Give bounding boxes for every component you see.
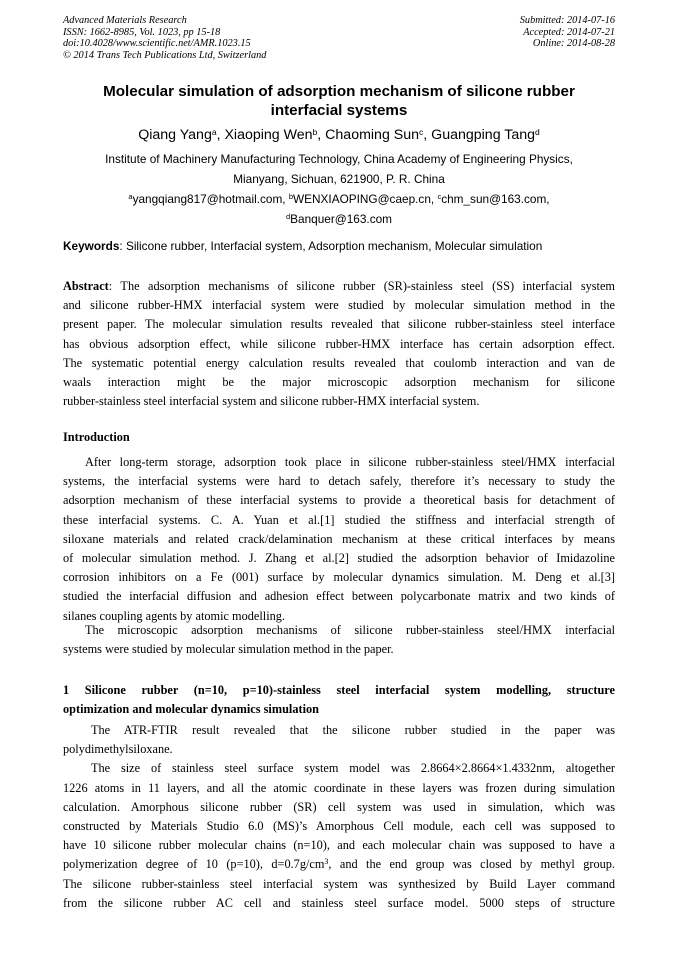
abstract (63, 277, 615, 411)
title-line: Molecular simulation of adsorption mechanism of silicone rubber (103, 83, 575, 100)
journal-name: Advanced Materials Research (63, 15, 187, 26)
abstract-line: present paper. The molecular simulation results revealed that silicone rubber-stainless steel interface (63, 317, 615, 332)
email-link: WENXIAOPING@caep.cn (293, 192, 431, 206)
density-text: polymerization degree of 10 (p=10), d=0.7g/cm (63, 857, 325, 872)
author-mark: b (312, 127, 318, 137)
email-link: chm_sun@163.com (441, 192, 547, 206)
author-name: Chaoming Sun (325, 127, 420, 143)
paragraph-line: these interfacial systems. C. A. Yuan et al.[1] studied the stiffness and interfacial strength of (63, 512, 615, 527)
author-mark: d (535, 127, 540, 137)
journal-doi: doi:10.4028/www.scientific.net/AMR.1023.15 (63, 38, 251, 50)
paragraph-line: adsorption mechanism of these interfacial systems to provide a theoretical basis for detachment of (63, 493, 615, 508)
author-mark: c (419, 127, 424, 137)
abstract-line: waals interaction might be the major microscopic adsorption mechanism for silicone (63, 375, 615, 390)
author-separator: , (423, 127, 432, 143)
abstract-line: and silicone rubber-HMX interfacial system were studied by molecular simulation method in the (63, 298, 615, 313)
submission-dates (520, 15, 615, 50)
paragraph-line: systems were studied by molecular simulation method in the paper. (63, 642, 394, 657)
paragraph-line: After long-term storage, adsorption took place in silicone rubber-stainless steel/HMX interfacial (85, 455, 615, 469)
paragraph-line: 1226 atoms in 11 layers, and all the atomic coordinate in these layers was frozen during simulation (63, 780, 615, 795)
abstract-line: rubber-stainless steel interfacial system and silicone rubber-HMX interfacial system. (63, 394, 480, 409)
heading-line: optimization and molecular dynamics simulation (63, 702, 319, 716)
density-exponent: 3 (324, 857, 329, 867)
paragraph-line: The silicone rubber-stainless steel interfacial system was synthesized by Build Layer command (63, 876, 615, 891)
paragraph-line: The size of stainless steel surface system model was 2.8664×2.8664×1.4332nm, altogether (91, 761, 615, 776)
online-date: Online: 2014-08-28 (532, 38, 615, 50)
title-line: interfacial systems (270, 102, 408, 119)
paragraph-line: corrosion inhibitors on a Fe (001) surface by molecular dynamics simulation. M. Deng et al.[3] (63, 570, 615, 585)
submitted-date: Submitted: 2014-07-16 (519, 15, 615, 26)
email-mark: c (437, 192, 442, 201)
paragraph-line: from the silicone rubber AC cell and stainless steel surface model. 5000 steps of structure (63, 895, 615, 910)
paragraph-line (63, 855, 615, 874)
author-name: Qiang Yang (138, 127, 212, 143)
abstract-line: The systematic potential energy calculation results revealed that coulomb interaction and van de (63, 355, 615, 370)
email-separator: , (430, 192, 438, 206)
journal-copyright: © 2014 Trans Tech Publications Ltd, Switzerland (63, 49, 267, 61)
paragraph-line: calculation. Amorphous silicone rubber (SR) cell system was used in simulation, which was (63, 799, 615, 814)
paragraph-line: The ATR-FTIR result revealed that the silicone rubber studied in the paper was (91, 723, 615, 737)
keywords-text: : Silicone rubber, Interfacial system, Adsorption mechanism, Molecular simulation (119, 239, 543, 253)
paragraph-line: constructed by Materials Studio 6.0 (MS)’s Amorphous Cell module, each cell was supposed to (63, 819, 615, 834)
accepted-date: Accepted: 2014-07-21 (523, 26, 615, 38)
paragraph-line: silanes coupling agents by atomic modelling. (63, 608, 285, 623)
section-1-body (63, 721, 615, 913)
author-name: Xiaoping Wen (224, 127, 313, 143)
paragraph-line: of molecular simulation method. J. Zhang et al.[2] studied the adsorption behavior of Imidazoline (63, 551, 615, 566)
keywords-label: Keywords (63, 239, 120, 253)
email-line (63, 189, 615, 209)
email-link: yangqiang817@hotmail.com (132, 192, 283, 206)
section-heading-1 (63, 681, 615, 719)
email-separator: , (546, 192, 550, 206)
abstract-line: has obvious adsorption effect, while silicone rubber-HMX interface has certain adsorption effect. (63, 336, 615, 351)
author-separator: , (317, 127, 326, 143)
journal-issn: ISSN: 1662-8985, Vol. 1023, pp 15-18 (63, 26, 221, 38)
introduction-paragraph (63, 621, 615, 659)
paper-title (63, 82, 615, 120)
email-mark: d (286, 212, 291, 221)
paragraph-line: polydimethylsiloxane. (63, 742, 173, 757)
author-separator: , (216, 127, 225, 143)
email-mark: b (288, 192, 294, 201)
email-line (63, 209, 615, 229)
abstract-line (63, 277, 615, 296)
section-heading-introduction: Introduction (63, 430, 130, 444)
paragraph-line: studied the interfacial diffusion and adhesion effect between polycarbonate matrix and two kinds of (63, 589, 615, 604)
email-link: Banquer@163.com (290, 212, 392, 226)
affiliation (63, 149, 615, 229)
author-mark: a (211, 127, 217, 137)
paragraph-line: The microscopic adsorption mechanisms of silicone rubber-stainless steel/HMX interfacial (85, 623, 615, 637)
paragraph-line: siloxane materials and related crack/delamination mechanism at these critical interfaces by means (63, 531, 615, 546)
journal-info (63, 15, 266, 61)
email-separator: , (282, 192, 289, 206)
paragraph-line: have 10 silicone rubber molecular chains (n=10), and each molecular chain was supposed to have a (63, 838, 615, 853)
keywords (63, 238, 615, 254)
introduction-paragraph (63, 453, 615, 626)
abstract-label: Abstract (63, 279, 109, 293)
abstract-text: : The adsorption mechanisms of silicone rubber (SR)-stainless steel (SS) interfacial system (108, 279, 615, 293)
affiliation-line: Institute of Machinery Manufacturing Technology, China Academy of Engineering Physics, (105, 152, 573, 166)
paragraph-line: systems, the interfacial systems were hard to detach safely, therefore it’s necessary to study the (63, 474, 615, 489)
author-name: Guangping Tang (431, 127, 536, 143)
author-list (63, 126, 615, 144)
email-mark: a (128, 192, 133, 201)
density-text-end: , and the end group was closed by methyl group. (328, 857, 615, 872)
affiliation-line: Mianyang, Sichuan, 621900, P. R. China (233, 172, 445, 186)
heading-line: 1 Silicone rubber (n=10, p=10)-stainless steel interfacial system modelling, structure (63, 683, 615, 697)
